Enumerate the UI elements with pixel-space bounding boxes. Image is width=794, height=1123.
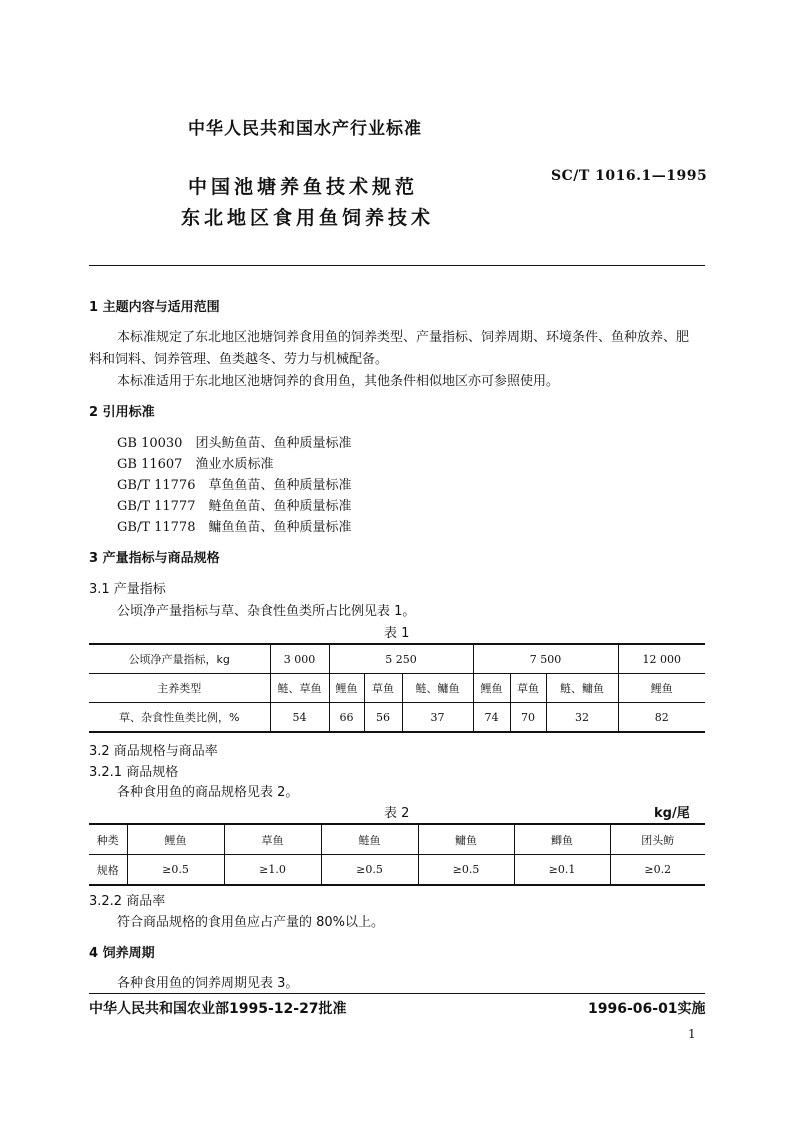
- section4-heading: 4 饲养周期: [89, 946, 155, 961]
- header-divider: [89, 265, 705, 266]
- section322-text: 符合商品规格的食用鱼应占产量的 80%以上。: [117, 915, 385, 930]
- table-cell: 鲢鱼: [321, 824, 418, 855]
- table-cell: 鲤鱼: [473, 674, 510, 703]
- table-cell: 鲢、草鱼: [270, 674, 329, 703]
- table-cell: 鲫鱼: [514, 824, 610, 855]
- reference-item: [117, 474, 352, 493]
- reference-name: 草鱼鱼苗、鱼种质量标准: [208, 478, 352, 493]
- document-title-line2: 东北地区食用鱼饲养技术: [181, 207, 435, 229]
- table-row: [89, 644, 705, 674]
- reference-name: 鳙鱼鱼苗、鱼种质量标准: [208, 520, 352, 535]
- production-table: [89, 643, 705, 733]
- table-cell: 规格: [89, 855, 127, 886]
- reference-code: GB/T 11778: [117, 520, 196, 535]
- table-cell: ≥1.0: [224, 855, 321, 886]
- table-cell: 56: [364, 703, 402, 733]
- table-cell: ≥0.5: [321, 855, 418, 886]
- table-row: [89, 855, 705, 886]
- table-cell: 70: [510, 703, 546, 733]
- table-row: [89, 824, 705, 855]
- table-cell: 鲢、鳙鱼: [402, 674, 473, 703]
- section321-heading: 3.2.1 商品规格: [89, 765, 179, 780]
- table-row: [89, 703, 705, 733]
- standard-code: SC/T 1016.1—1995: [551, 168, 708, 184]
- section1-para1-line1: 本标准规定了东北地区池塘饲养食用鱼的饲养类型、产量指标、饲养周期、环境条件、鱼种放养、肥: [117, 330, 690, 345]
- table-cell: 鲤鱼: [618, 674, 705, 703]
- table-row: [89, 674, 705, 703]
- table-cell: 82: [618, 703, 705, 733]
- table-cell: 37: [402, 703, 473, 733]
- section31-text: 公顷净产量指标与草、杂食性鱼类所占比例见表 1。: [117, 604, 416, 619]
- page-number: 1: [688, 1027, 696, 1041]
- document-title-line1: 中国池塘养鱼技术规范: [188, 176, 419, 198]
- table-cell: 鲢、鳙鱼: [546, 674, 618, 703]
- table-cell: 66: [329, 703, 364, 733]
- table-cell: 草鱼: [224, 824, 321, 855]
- table-cell: 74: [473, 703, 510, 733]
- section2-heading: 2 引用标准: [89, 405, 155, 420]
- table-cell: 草、杂食性鱼类比例，%: [89, 703, 270, 733]
- market-size-table: [89, 823, 705, 886]
- reference-name: 团头鲂鱼苗、鱼种质量标准: [195, 436, 352, 451]
- table-cell: ≥0.5: [127, 855, 224, 886]
- section1-heading: 1 主题内容与适用范围: [89, 300, 220, 315]
- reference-code: GB/T 11777: [117, 499, 196, 514]
- reference-item: [117, 453, 273, 472]
- section322-heading: 3.2.2 商品率: [89, 894, 166, 909]
- reference-item: [117, 432, 351, 451]
- table-cell: 鲤鱼: [329, 674, 364, 703]
- section32-heading: 3.2 商品规格与商品率: [89, 744, 218, 759]
- section1-para2: 本标准适用于东北地区池塘饲养的食用鱼，其他条件相似地区亦可参照使用。: [117, 374, 560, 389]
- reference-name: 鲢鱼鱼苗、鱼种质量标准: [208, 499, 352, 514]
- section4-text: 各种食用鱼的饲养周期见表 3。: [117, 976, 299, 991]
- table-cell: 3 000: [270, 644, 329, 674]
- table-cell: 32: [546, 703, 618, 733]
- footer-divider: [89, 993, 705, 994]
- approval-line: 中华人民共和国农业部1995-12-27批准: [89, 1001, 347, 1017]
- standard-category: 中华人民共和国水产行业标准: [188, 119, 422, 139]
- table-cell: 7 500: [473, 644, 618, 674]
- section321-text: 各种食用鱼的商品规格见表 2。: [117, 785, 299, 800]
- table-cell: 54: [270, 703, 329, 733]
- table-cell: ≥0.2: [610, 855, 705, 886]
- table-cell: 鲤鱼: [127, 824, 224, 855]
- reference-code: GB 10030: [117, 436, 183, 451]
- section3-heading: 3 产量指标与商品规格: [89, 551, 220, 566]
- reference-name: 渔业水质标准: [195, 457, 274, 472]
- table-cell: ≥0.1: [514, 855, 610, 886]
- table-cell: 12 000: [618, 644, 705, 674]
- reference-item: [117, 495, 352, 514]
- table2-caption: 表 2: [384, 806, 410, 821]
- implementation-date: 1996-06-01实施: [588, 1001, 706, 1017]
- reference-code: GB 11607: [117, 457, 183, 472]
- table-cell: 种类: [89, 824, 127, 855]
- table-cell: 草鱼: [364, 674, 402, 703]
- reference-item: [117, 516, 352, 535]
- table1-caption: 表 1: [384, 626, 410, 641]
- reference-code: GB/T 11776: [117, 478, 196, 493]
- table-cell: 5 250: [329, 644, 473, 674]
- table-cell: 团头鲂: [610, 824, 705, 855]
- table-cell: 主养类型: [89, 674, 270, 703]
- section31-heading: 3.1 产量指标: [89, 582, 166, 597]
- table2-unit: kg/尾: [654, 806, 690, 821]
- table-cell: ≥0.5: [418, 855, 514, 886]
- section1-para1-line2: 料和饲料、饲养管理、鱼类越冬、劳力与机械配备。: [89, 352, 389, 367]
- table-cell: 公顷净产量指标，kg: [89, 644, 270, 674]
- table-cell: 草鱼: [510, 674, 546, 703]
- table-cell: 鳙鱼: [418, 824, 514, 855]
